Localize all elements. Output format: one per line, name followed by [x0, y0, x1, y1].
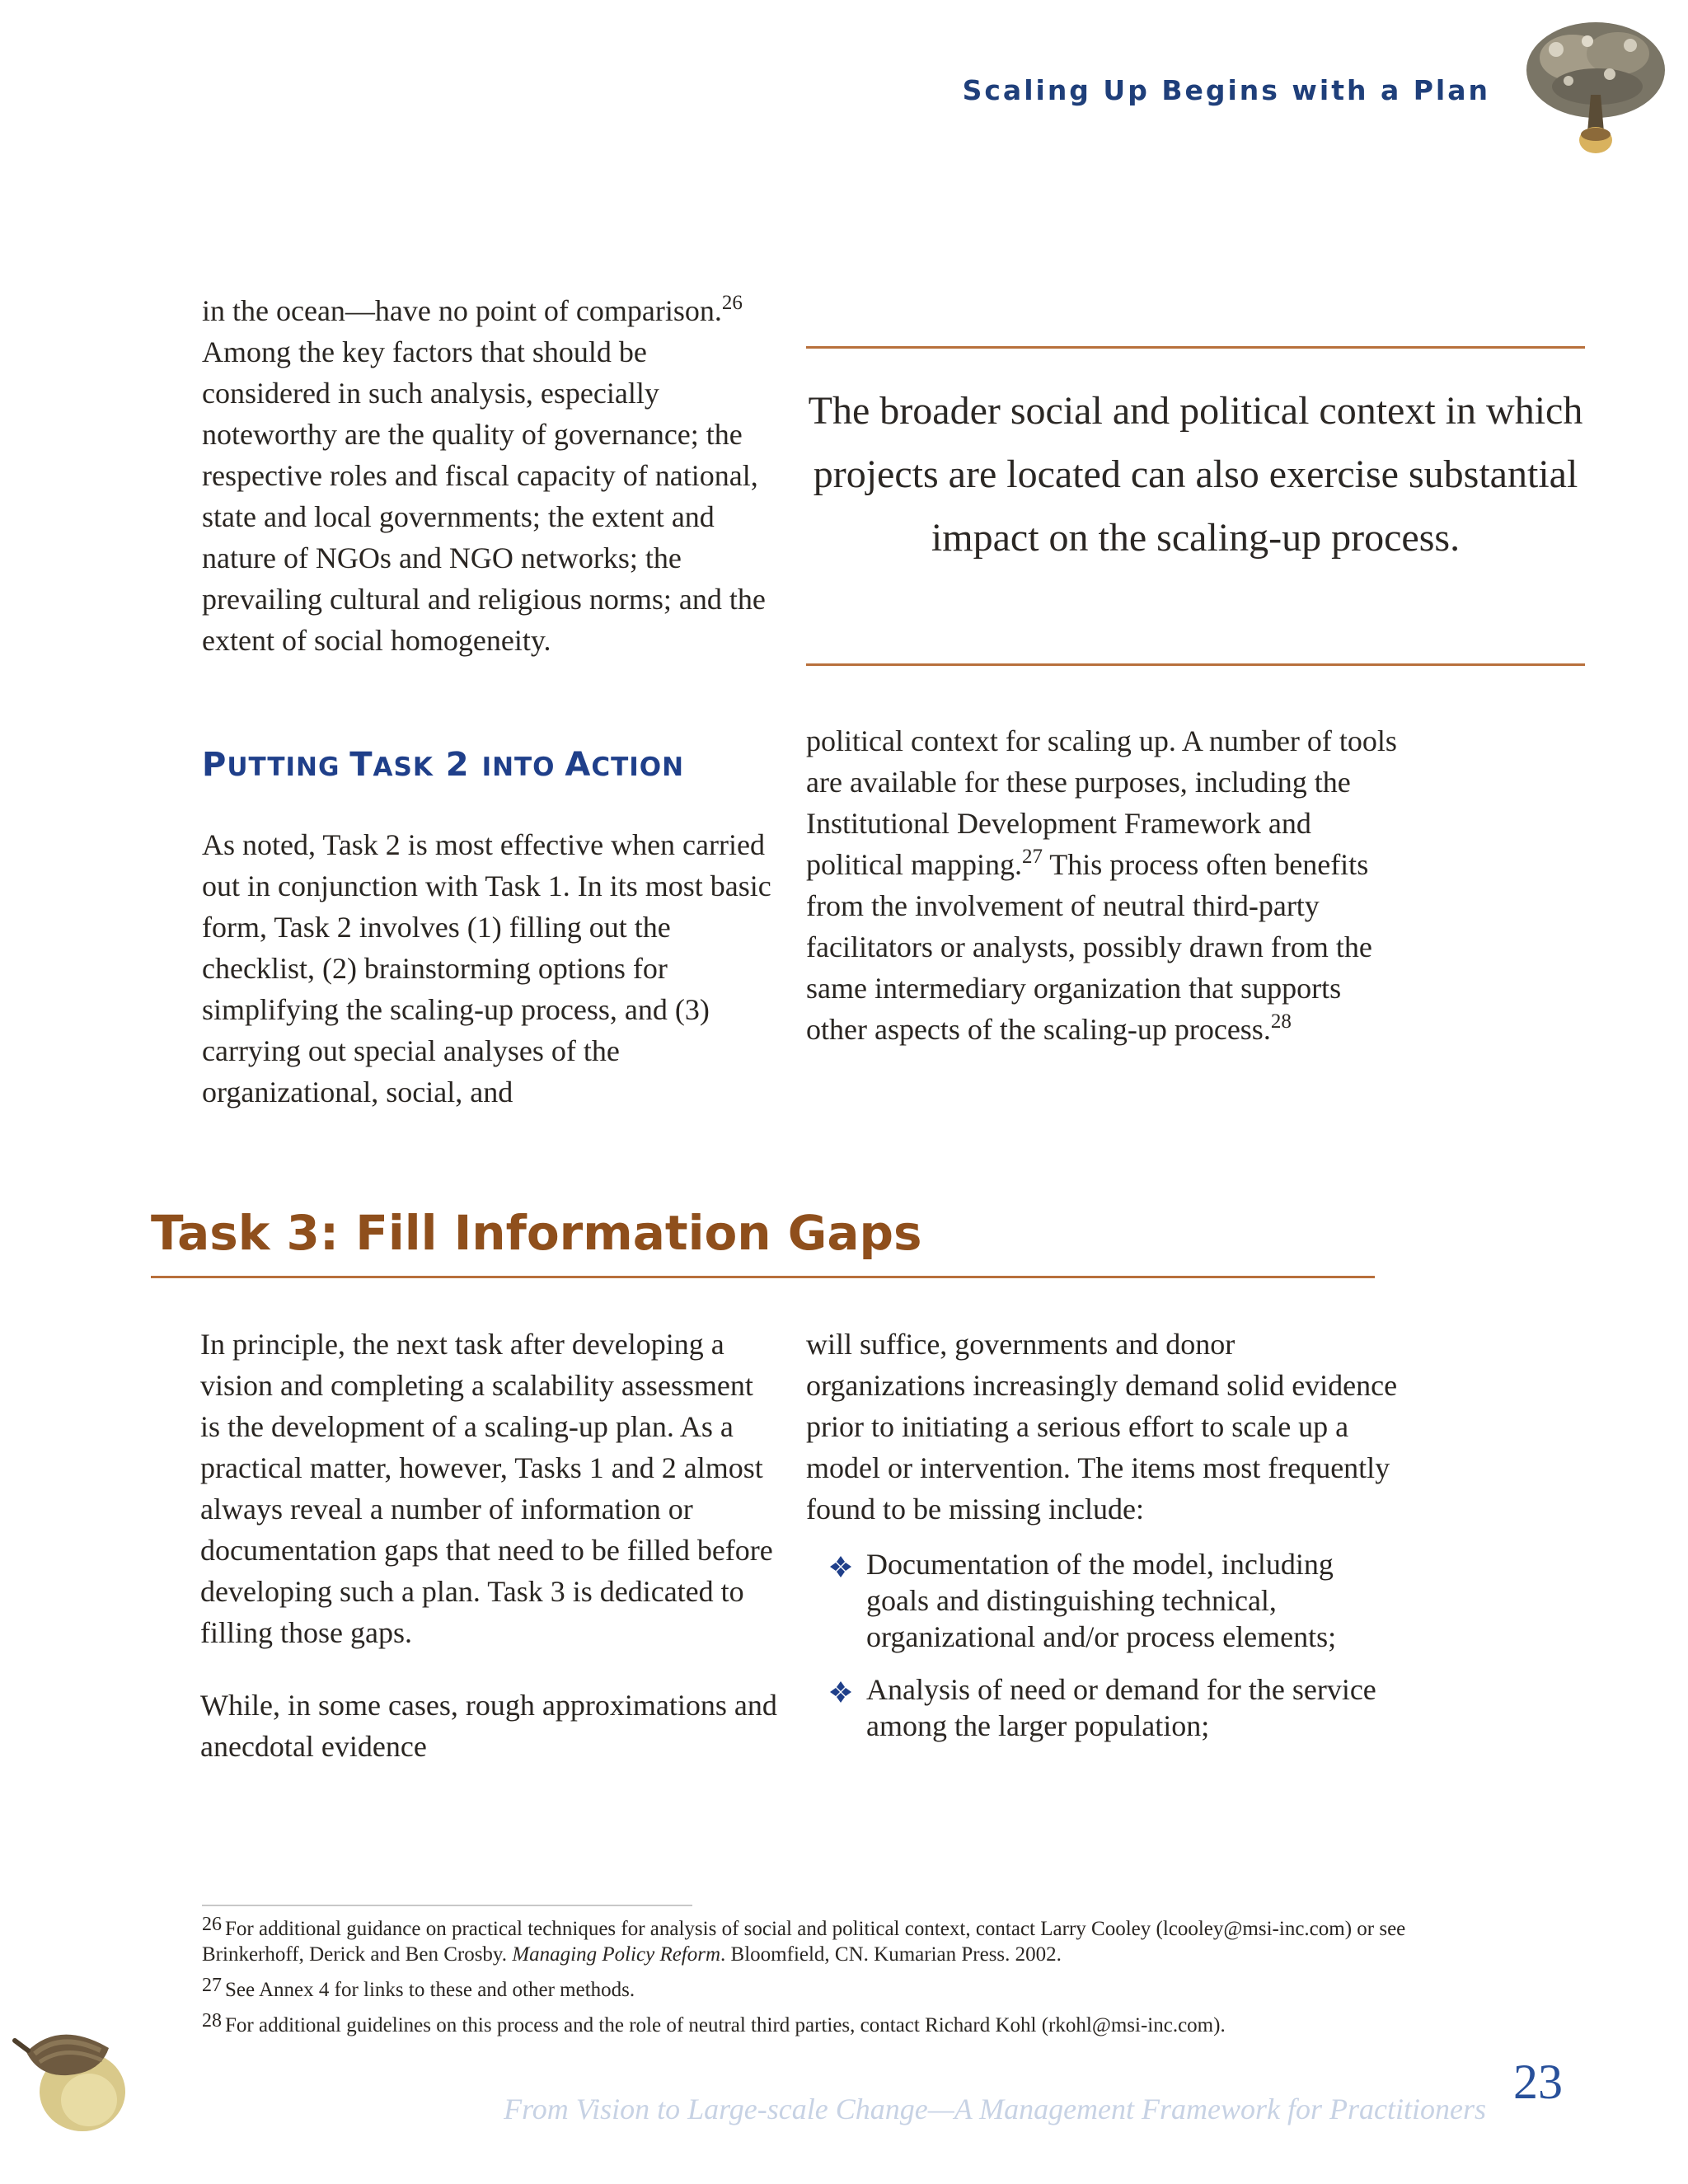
- footnote-26: $^{26}$ For additional guidance on practical techniques for analysis of social and political context, contact Larry Cooley (lcooley@msi-inc.com) or see Brinkerhoff, Derick and Ben Crosby. Managing Policy Reform. Bloomfield, CN. Kumarian Press. 2002.: [202, 1914, 1406, 1966]
- page-number: 23: [1513, 2055, 1563, 2109]
- col1-top-text-b: Among the key factors that should be considered in such analysis, especially noteworthy are the quality of governance; the respective roles and fiscal capacity of national, state and local governments; the extent and nature of NGOs and NGO networks; the prevailing cultural and religious norms; and the extent of social homogeneity.: [202, 335, 766, 657]
- running-header-title: Scaling Up Begins with a Plan: [962, 74, 1490, 106]
- footnote-rule: [202, 1905, 692, 1906]
- col1-bottom-p1: In principle, the next task after developing a vision and completing a scalability assessment is the development of a scaling-up plan. As a practical matter, however, Tasks 1 and 2 almost always reveal a number of information or documentation gaps that need to be filled before developing such a plan. Task 3 is dedicated to filling those gaps.: [200, 1328, 773, 1649]
- bullet-text: Analysis of need or demand for the service among the larger population;: [866, 1673, 1376, 1742]
- missing-items-list: [806, 1546, 1400, 1744]
- diamond-bullet-icon: [828, 1680, 853, 1704]
- pull-quote-top-rule: [806, 346, 1585, 349]
- pull-quote: The broader social and political context in which projects are located can also exercise substantial impact on the scaling-up process.: [808, 389, 1583, 560]
- tree-icon: [1523, 16, 1667, 157]
- footnote-28: $^{28}$ For additional guidelines on this process and the role of neutral third parties, contact Richard Kohl (rkohl@msi-inc.com).: [202, 2010, 1226, 2036]
- subhead-putting-task-2: PUTTING TASK 2 INTO ACTION: [202, 746, 685, 784]
- col2-bottom-text: [806, 1324, 1400, 1760]
- section-heading: Task 3: Fill Information Gaps: [151, 1205, 922, 1261]
- list-item: [806, 1546, 1400, 1655]
- col1-bottom-p2: While, in some cases, rough approximations and anecdotal evidence: [200, 1689, 777, 1763]
- col2-top-text-b: This process often benefits from the involvement of neutral third-party facilitators or analysts, possibly drawn from the same intermediary organization that supports other aspects of the scaling-up process.: [806, 848, 1372, 1046]
- footnote-ref-27[interactable]: 27: [1021, 846, 1043, 868]
- pull-quote-bottom-rule: [806, 663, 1585, 666]
- footnote-ref-26[interactable]: 26: [721, 292, 743, 314]
- diamond-bullet-icon: [828, 1554, 853, 1579]
- col2-top-text-a: political context for scaling up. A number of tools are available for these purposes, including the Institutional Development Framework and political mapping.: [806, 724, 1397, 881]
- acorn-icon: [10, 2003, 142, 2135]
- footnotes: [202, 1912, 1471, 2044]
- col1-middle-text: As noted, Task 2 is most effective when carried out in conjunction with Task 1. In its most basic form, Task 2 involves (1) filling out the checklist, (2) brainstorming options for simplifying the scaling-up process, and (3) carrying out special analyses of the organizational, social, and: [202, 828, 771, 1108]
- col1-top-paragraph: [202, 290, 779, 661]
- col1-top-text-a: in the ocean—have no point of comparison.: [202, 294, 722, 327]
- col2-bottom-p1: will suffice, governments and donor organizations increasingly demand solid evidence prior to initiating a serious effort to scale up a model or intervention. The items most frequently found to be missing include:: [806, 1328, 1398, 1526]
- section-heading-rule: [151, 1276, 1375, 1278]
- col1-middle-paragraph: [202, 824, 779, 1113]
- footnote-27: $^{27}$ See Annex 4 for links to these and other methods.: [202, 1975, 635, 2001]
- bullet-text: Documentation of the model, including goals and distinguishing technical, organizational and/or process elements;: [866, 1548, 1337, 1653]
- col2-top-paragraph: [806, 720, 1400, 1050]
- footer-title: From Vision to Large-scale Change—A Management Framework for Practitioners: [504, 2093, 1486, 2125]
- footnote-ref-28[interactable]: 28: [1270, 1010, 1292, 1033]
- col1-bottom-text: [200, 1324, 777, 1767]
- list-item: [806, 1671, 1400, 1744]
